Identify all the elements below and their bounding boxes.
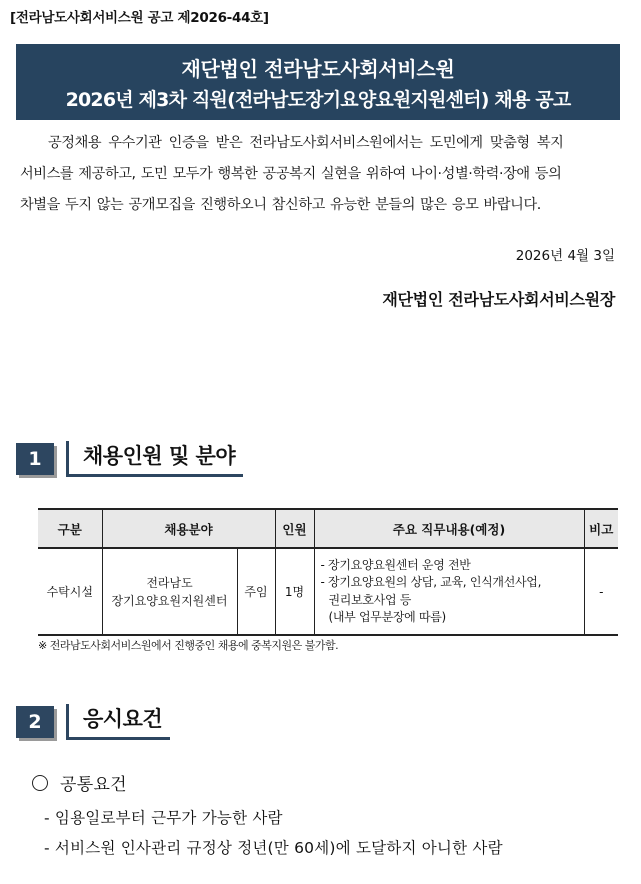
notice-number: [전라남도사회서비스원 공고 제2026-44호] bbox=[10, 10, 269, 26]
section-title: 응시요건 bbox=[66, 704, 170, 740]
table-header-row bbox=[38, 509, 618, 548]
cell-count: 1명 bbox=[275, 548, 314, 635]
cell-note: - bbox=[584, 548, 618, 635]
duty-line: (내부 업무분장에 따름) bbox=[328, 610, 446, 624]
intro-paragraph bbox=[20, 128, 614, 221]
section-number: 2 bbox=[16, 706, 54, 738]
requirements-subtitle bbox=[32, 770, 127, 795]
requirement-item: - 서비스원 인사관리 규정상 정년(만 60세)에 도달하지 아니한 사람 bbox=[44, 839, 503, 857]
header-count: 인원 bbox=[275, 509, 314, 548]
cell-category: 수탁시설 bbox=[38, 548, 102, 635]
header-category: 구분 bbox=[38, 509, 102, 548]
circle-bullet-icon bbox=[32, 775, 48, 791]
intro-line: 서비스를 제공하고, 도민 모두가 행복한 공공복지 실현을 위하여 나이·성별·학력·장애 등의 bbox=[20, 166, 562, 182]
notice-date: 2026년 4월 3일 bbox=[515, 248, 615, 264]
table-footnote: ※ 전라남도사회서비스원에서 진행중인 채용에 중복지원은 불가함. bbox=[38, 639, 339, 652]
cell-duties bbox=[314, 548, 584, 635]
duty-line: 권리보호사업 등 bbox=[328, 592, 412, 607]
requirement-item: - 임용일로부터 근무가 가능한 사람 bbox=[44, 809, 283, 827]
header-duties: 주요 직무내용(예정) bbox=[314, 509, 584, 548]
intro-line: 차별을 두지 않는 공개모집을 진행하오니 참신하고 유능한 분들의 많은 응모 바랍니다. bbox=[20, 197, 541, 213]
banner-title-line1: 재단법인 전라남도사회서비스원 bbox=[181, 57, 455, 81]
table-row bbox=[38, 548, 618, 635]
title-banner bbox=[16, 44, 620, 120]
banner-title-line2: 2026년 제3차 직원(전라남도장기요양요원지원센터) 채용 공고 bbox=[65, 89, 571, 111]
section-number: 1 bbox=[16, 443, 54, 475]
duty-line: - 장기요양요원센터 운영 전반 bbox=[320, 557, 471, 572]
requirements-subtitle-text: 공통요건 bbox=[60, 775, 127, 795]
header-note: 비고 bbox=[584, 509, 618, 548]
cell-rank: 주임 bbox=[237, 548, 275, 635]
section-title: 채용인원 및 분야 bbox=[66, 441, 243, 477]
duty-line: - 장기요양요원의 상담, 교육, 인식개선사업, bbox=[320, 575, 542, 589]
field-line2: 장기요양요원지원센터 bbox=[111, 593, 228, 608]
recruitment-table bbox=[38, 508, 618, 636]
cell-field bbox=[102, 548, 237, 635]
intro-line: 공정채용 우수기관 인증을 받은 전라남도사회서비스원에서는 도민에게 맞춤형 복지 bbox=[48, 135, 564, 151]
issuer-name: 재단법인 전라남도사회서비스원장 bbox=[382, 290, 615, 309]
field-line1: 전라남도 bbox=[146, 575, 193, 590]
header-field: 채용분야 bbox=[102, 509, 275, 548]
